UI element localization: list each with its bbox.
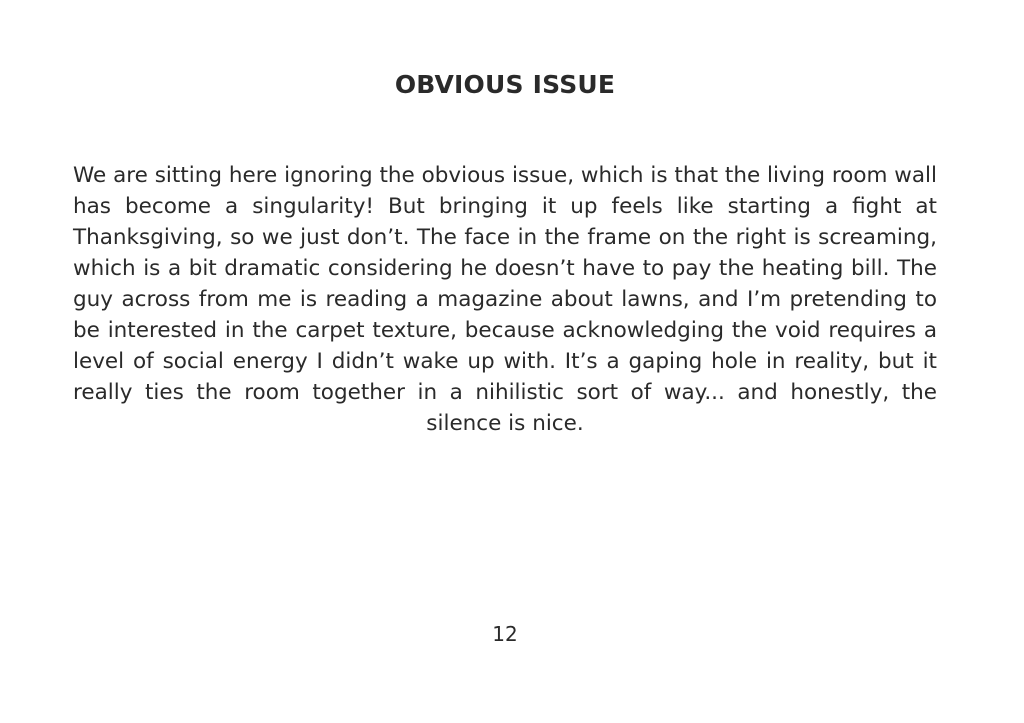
page-title: OBVIOUS ISSUE <box>394 70 616 99</box>
page-number: 12 <box>492 622 518 646</box>
body-paragraph: We are sitting here ignoring the obvious issue, which is that the living room wall has become a singularity! But bringing it up feels like starting a fight at Thanksgiving, so we just don’t. The face in the frame on the right is screaming, which is a bit dramatic considering he doesn’t have to pay the heating bill. The guy across from me is reading a magazine about lawns, and I’m pretending to be interested in the carpet texture, because acknowledging the void requires a level of social energy I didn’t wake up with. It’s a gaping hole in reality, but it really ties the room together in a nihilistic sort of way... and honestly, the silence is nice. <box>73 163 937 436</box>
